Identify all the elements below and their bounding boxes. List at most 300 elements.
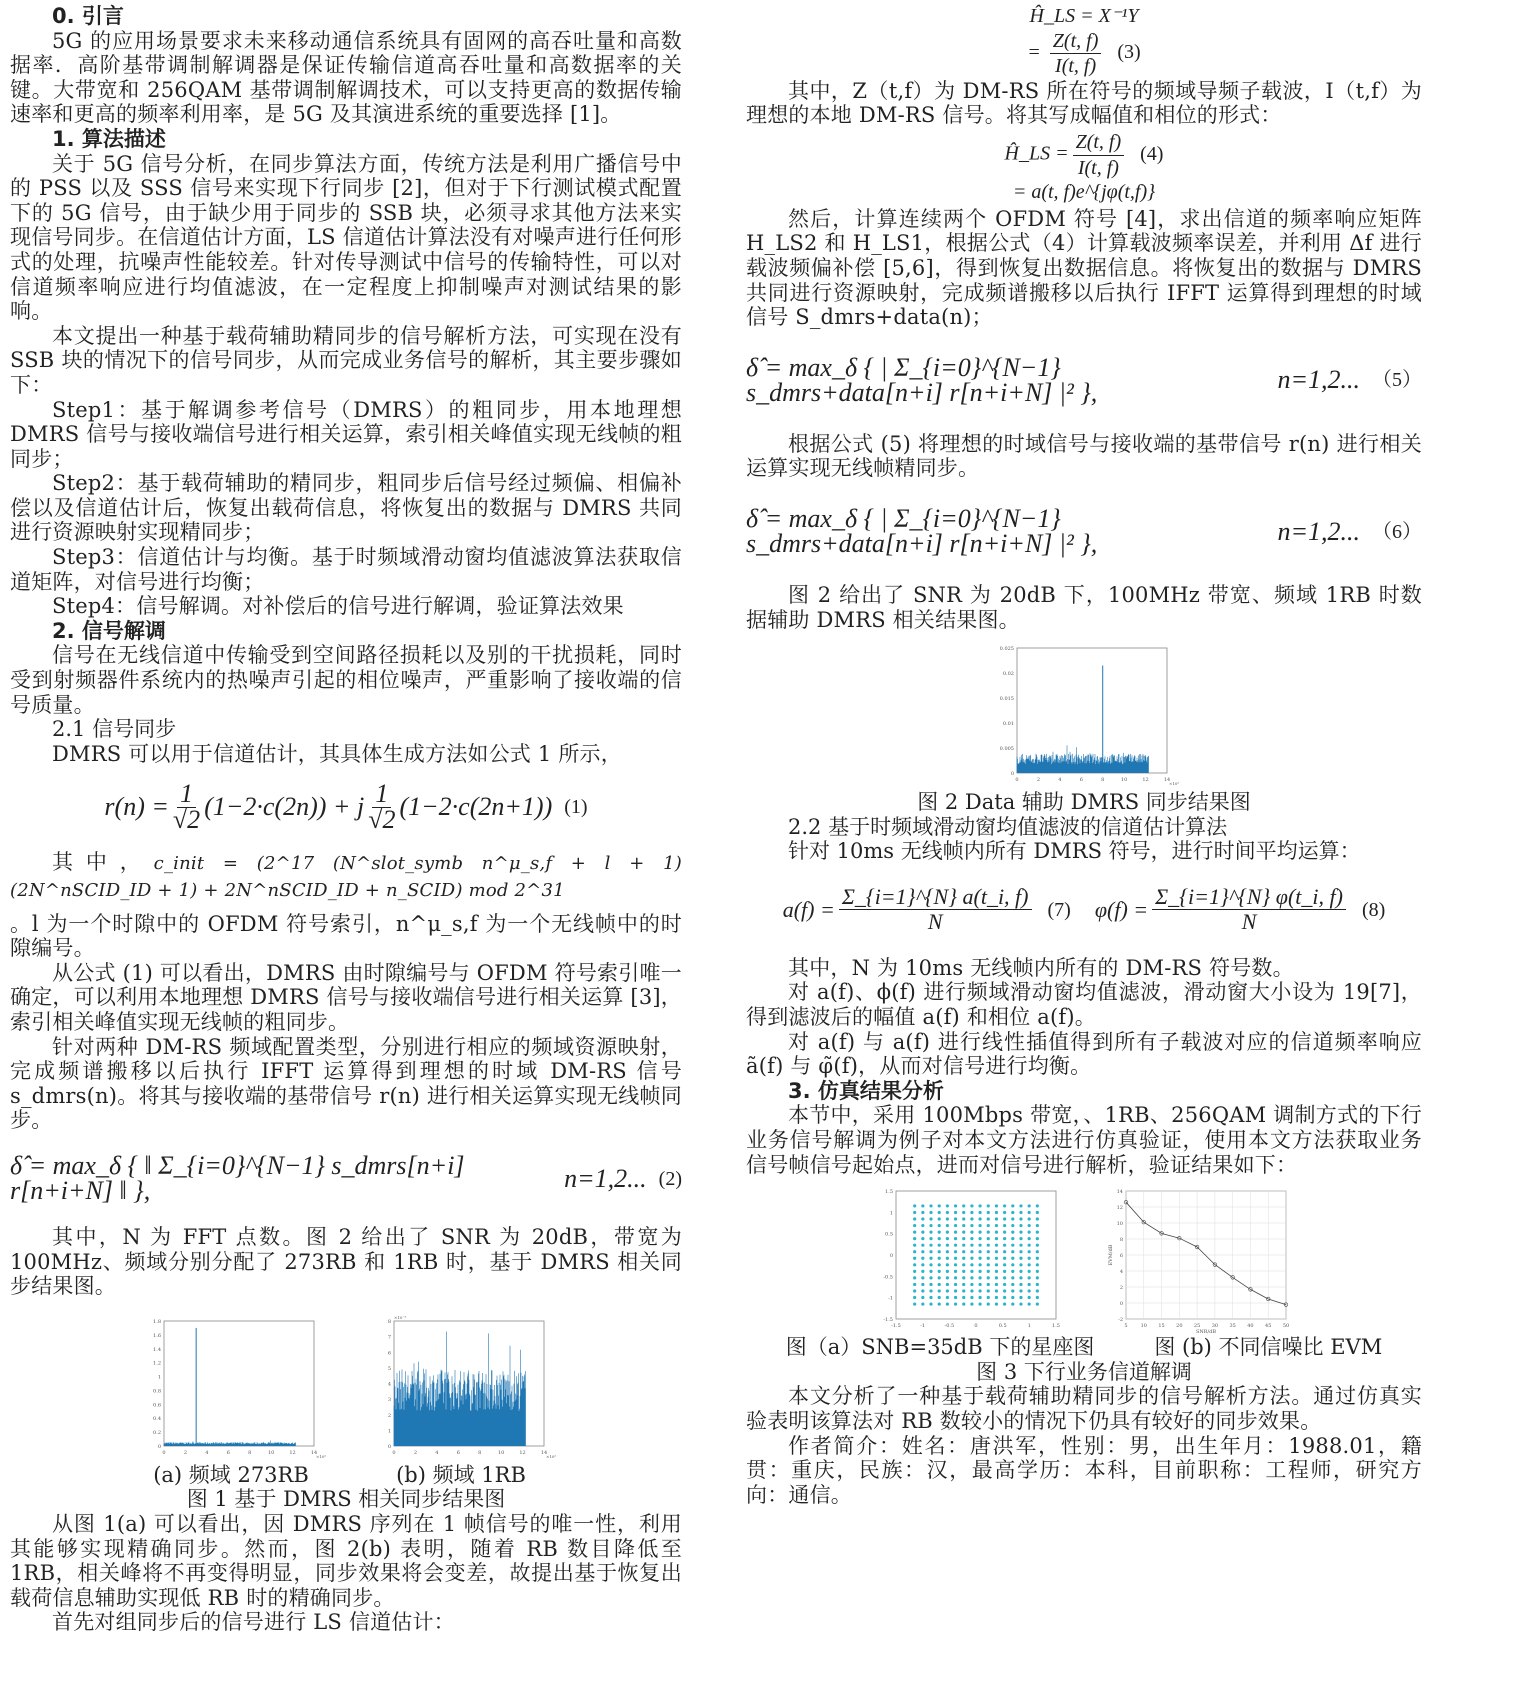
- equation-number: (3): [1117, 41, 1141, 64]
- eq3-denominator: I(t, f): [1055, 55, 1097, 78]
- constellation-point: [913, 1244, 916, 1247]
- constellation-point: [1028, 1218, 1031, 1221]
- constellation-point: [921, 1237, 924, 1240]
- eq8-lhs: φ(f) =: [1094, 896, 1149, 922]
- y-tick-label: 0.02: [1002, 671, 1014, 678]
- constellation-point: [1019, 1303, 1022, 1306]
- constellation-point: [938, 1277, 941, 1280]
- paragraph: 其中，N 为 FFT 点数。图 2 给出了 SNR 为 20dB，带宽为 100MHz、频域分别分配了 273RB 和 1RB 时，基于 DMRS 相关同步结果图。: [10, 1224, 682, 1299]
- figure-1a-label: (a) 频域 273RB: [153, 1462, 309, 1487]
- constellation-point: [1019, 1263, 1022, 1266]
- constellation-point: [978, 1270, 981, 1273]
- x-tick-label: 30: [1211, 1323, 1219, 1330]
- constellation-point: [962, 1296, 965, 1299]
- constellation-point: [954, 1263, 957, 1266]
- constellation-point: [1019, 1290, 1022, 1293]
- constellation-point: [962, 1237, 965, 1240]
- y-tick-label: 8: [1119, 1237, 1123, 1244]
- eq3-line1: Ĥ_LS = X⁻¹Y: [1029, 5, 1139, 27]
- eq2-body: δ̂ = max_δ { ‖ Σ_{i=0}^{N−1} s_dmrs[n+i] r[n+i+N] ‖ },: [10, 1151, 465, 1205]
- constellation-point: [921, 1283, 924, 1286]
- constellation-point: [1011, 1263, 1014, 1266]
- constellation-point: [1036, 1303, 1039, 1306]
- x-tick-label: 20: [1176, 1323, 1183, 1330]
- constellation-point: [938, 1211, 941, 1214]
- constellation-point: [995, 1277, 998, 1280]
- constellation-point: [913, 1263, 916, 1266]
- constellation-point: [938, 1296, 941, 1299]
- constellation-point: [1003, 1244, 1006, 1247]
- y-tick-label: 4: [1119, 1269, 1123, 1276]
- constellation-point: [946, 1211, 949, 1214]
- constellation-point: [1036, 1277, 1039, 1280]
- constellation-point: [970, 1205, 973, 1208]
- constellation-point: [962, 1270, 965, 1273]
- constellation-point: [1019, 1218, 1022, 1221]
- eq4-line2: = a(t, f)e^{jφ(t,f)}: [1012, 181, 1156, 204]
- constellation-point: [1028, 1231, 1031, 1234]
- constellation-point: [946, 1237, 949, 1240]
- constellation-point: [1003, 1277, 1006, 1280]
- constellation-point: [938, 1257, 941, 1260]
- x-exponent-label: ×10⁵: [546, 1453, 556, 1459]
- x-tick-label: 0: [162, 1449, 166, 1456]
- x-tick-label: 14: [540, 1449, 548, 1456]
- paragraph: 对 a(f)、ϕ(f) 进行频域滑动窗均值滤波，滑动窗大小设为 19[7]，得到滤波后的幅值 a(f) 和相位 a(f)。: [746, 980, 1422, 1030]
- constellation-point: [954, 1211, 957, 1214]
- section-heading-algorithm: 1. 算法描述: [52, 126, 166, 151]
- x-tick-label: -0.5: [944, 1323, 955, 1330]
- constellation-point: [995, 1231, 998, 1234]
- constellation-point: [938, 1218, 941, 1221]
- constellation-point: [929, 1263, 932, 1266]
- step-2: Step2：基于载荷辅助的精同步，粗同步后信号经过频偏、相偏补偿以及信道估计后，恢复出载荷信息，将恢复出的数据与 DMRS 共同进行资源映射实现精同步；: [10, 471, 682, 545]
- eq2-range: n=1,2...: [564, 1163, 647, 1193]
- y-tick-label: 0: [387, 1443, 391, 1450]
- constellation-point: [1011, 1250, 1014, 1253]
- constellation-point: [1036, 1250, 1039, 1253]
- constellation-point: [962, 1283, 965, 1286]
- x-tick-label: 25: [1193, 1323, 1201, 1330]
- plot-273rb: [136, 1313, 326, 1463]
- constellation-point: [929, 1250, 932, 1253]
- constellation-point: [913, 1303, 916, 1306]
- x-tick-label: 0: [1015, 777, 1019, 784]
- constellation-point: [995, 1257, 998, 1260]
- y-tick-label: 1.6: [153, 1332, 161, 1339]
- constellation-point: [978, 1231, 981, 1234]
- x-tick-label: 8: [248, 1449, 252, 1456]
- constellation-point: [921, 1290, 924, 1293]
- x-axis-label: SNR/dB: [1195, 1329, 1217, 1336]
- constellation-point: [1003, 1211, 1006, 1214]
- constellation-point: [995, 1218, 998, 1221]
- x-tick-label: 1.5: [1052, 1323, 1060, 1330]
- y-tick-label: 0.6: [153, 1402, 161, 1409]
- constellation-point: [978, 1290, 981, 1293]
- eq1-frac-den: √2: [172, 804, 201, 834]
- right-column: [746, 4, 1422, 1507]
- x-tick-label: 4: [435, 1449, 439, 1456]
- constellation-point: [954, 1257, 957, 1260]
- y-tick-label: 7: [387, 1334, 391, 1341]
- constellation-point: [929, 1290, 932, 1293]
- x-tick-label: 14: [1163, 777, 1171, 784]
- constellation-point: [987, 1303, 990, 1306]
- plot-constellation: [874, 1185, 1064, 1335]
- y-tick-label: 0.005: [999, 746, 1014, 753]
- paragraph: 首先对组同步后的信号进行 LS 信道估计：: [52, 1610, 455, 1635]
- constellation-point: [962, 1224, 965, 1227]
- x-tick-label: 6: [226, 1449, 230, 1456]
- constellation-point: [929, 1283, 932, 1286]
- constellation-point: [1003, 1231, 1006, 1234]
- y-tick-label: 1.2: [153, 1360, 161, 1367]
- constellation-point: [921, 1205, 924, 1208]
- constellation-point: [1003, 1257, 1006, 1260]
- step-1: Step1：基于解调参考信号（DMRS）的粗同步，用本地理想 DMRS 信号与接收端信号进行相关运算，索引相关峰值实现无线帧的粗同步；: [10, 397, 682, 471]
- constellation-point: [946, 1303, 949, 1306]
- constellation-point: [946, 1231, 949, 1234]
- constellation-point: [995, 1263, 998, 1266]
- y-tick-label: 0: [157, 1443, 161, 1450]
- constellation-point: [913, 1290, 916, 1293]
- equation-6: [746, 487, 1422, 577]
- eq7-lhs: a(f) =: [782, 896, 835, 922]
- y-tick-label: 5: [387, 1365, 391, 1372]
- equation-number: (2): [658, 1167, 682, 1190]
- constellation-point: [913, 1283, 916, 1286]
- paragraph: 根据公式 (5) 将理想的时域信号与接收端的基带信号 r(n) 进行相关运算实现无线帧精同步。: [746, 431, 1422, 481]
- figure-3-caption: 图 3 下行业务信道解调: [976, 1359, 1192, 1384]
- figure-1b-label: (b) 频域 1RB: [396, 1462, 526, 1487]
- constellation-point: [978, 1224, 981, 1227]
- constellation-point: [921, 1250, 924, 1253]
- step-3: Step3：信道估计与均衡。基于时频域滑动窗均值滤波算法获取信道矩阵，对信号进行均衡；: [10, 545, 682, 594]
- x-tick-label: 6: [1079, 777, 1083, 784]
- constellation-point: [938, 1224, 941, 1227]
- constellation-point: [929, 1237, 932, 1240]
- constellation-point: [938, 1244, 941, 1247]
- constellation-point: [946, 1290, 949, 1293]
- y-tick-label: 1: [889, 1210, 893, 1217]
- constellation-point: [1036, 1296, 1039, 1299]
- constellation-point: [987, 1205, 990, 1208]
- eq1-frac-den: √2: [368, 804, 396, 834]
- eq8-denominator: N: [1241, 909, 1257, 935]
- constellation-point: [921, 1231, 924, 1234]
- equation-number: (7): [1047, 898, 1071, 921]
- eq6-range: n=1,2...: [1277, 516, 1360, 546]
- constellation-point: [978, 1303, 981, 1306]
- constellation-point: [954, 1224, 957, 1227]
- constellation-point: [1036, 1257, 1039, 1260]
- equation-number: （5）: [1372, 369, 1422, 392]
- constellation-point: [978, 1277, 981, 1280]
- constellation-point: [978, 1211, 981, 1214]
- equation-7-8: [746, 870, 1422, 950]
- constellation-point: [954, 1283, 957, 1286]
- constellation-point: [913, 1205, 916, 1208]
- plot-frame: [1017, 648, 1167, 773]
- noise-bars: [164, 1440, 296, 1445]
- constellation-point: [946, 1277, 949, 1280]
- constellation-point: [913, 1270, 916, 1273]
- constellation-point: [954, 1250, 957, 1253]
- constellation-point: [954, 1303, 957, 1306]
- constellation-point: [995, 1211, 998, 1214]
- constellation-point: [962, 1218, 965, 1221]
- x-tick-label: 35: [1229, 1323, 1236, 1330]
- constellation-point: [970, 1224, 973, 1227]
- x-tick-label: 8: [478, 1449, 482, 1456]
- constellation-point: [970, 1257, 973, 1260]
- constellation-point: [1028, 1237, 1031, 1240]
- constellation-point: [1028, 1205, 1031, 1208]
- plot-evm: [1104, 1185, 1294, 1335]
- y-tick-label: 2: [387, 1412, 391, 1419]
- constellation-point: [995, 1205, 998, 1208]
- section-heading-simulation: 3. 仿真结果分析: [788, 1078, 944, 1103]
- x-tick-label: 45: [1265, 1323, 1272, 1330]
- constellation-point: [1028, 1296, 1031, 1299]
- constellation-point: [1036, 1290, 1039, 1293]
- constellation-point: [938, 1263, 941, 1266]
- constellation-point: [1011, 1303, 1014, 1306]
- constellation-point: [1028, 1211, 1031, 1214]
- subsection-heading-channel-estimation: 2.2 基于时频域滑动窗均值滤波的信道估计算法: [788, 814, 1228, 839]
- constellation-point: [1019, 1250, 1022, 1253]
- constellation-point: [962, 1250, 965, 1253]
- constellation-point: [995, 1283, 998, 1286]
- constellation-point: [1019, 1244, 1022, 1247]
- figure-1a: [136, 1313, 326, 1488]
- constellation-point: [978, 1205, 981, 1208]
- paragraph: 信号在无线信道中传输受到空间路径损耗以及别的干扰损耗，同时受到射频器件系统内的热噪声引起的相位噪声，严重影响了接收端的信号质量。: [10, 643, 682, 717]
- y-tick-label: 0.01: [1002, 721, 1014, 728]
- y-tick-label: 6: [387, 1349, 391, 1356]
- constellation-point: [970, 1250, 973, 1253]
- constellation-point: [978, 1250, 981, 1253]
- constellation-point: [913, 1296, 916, 1299]
- eq1-term-b: (1−2·c(2n+1)): [399, 792, 553, 822]
- y-tick-label: 4: [387, 1381, 391, 1388]
- constellation-point: [1036, 1218, 1039, 1221]
- constellation-point: [962, 1211, 965, 1214]
- constellation-point: [954, 1231, 957, 1234]
- constellation-point: [1019, 1211, 1022, 1214]
- constellation-point: [929, 1303, 932, 1306]
- constellation-point: [987, 1237, 990, 1240]
- constellation-point: [1019, 1237, 1022, 1240]
- constellation-point: [1011, 1218, 1014, 1221]
- constellation-point: [1019, 1277, 1022, 1280]
- constellation-point: [1011, 1257, 1014, 1260]
- constellation-point: [1028, 1257, 1031, 1260]
- constellation-point: [1003, 1250, 1006, 1253]
- constellation-point: [1036, 1237, 1039, 1240]
- constellation-point: [1003, 1218, 1006, 1221]
- x-tick-label: -1: [920, 1323, 926, 1330]
- constellation-point: [987, 1263, 990, 1266]
- constellation-point: [946, 1250, 949, 1253]
- y-tick-label: 1.8: [153, 1318, 161, 1325]
- constellation-point: [913, 1224, 916, 1227]
- x-tick-label: 40: [1247, 1323, 1254, 1330]
- plot-data-aided-dmrs: [989, 640, 1179, 790]
- constellation-point: [978, 1296, 981, 1299]
- constellation-point: [921, 1263, 924, 1266]
- constellation-point: [921, 1218, 924, 1221]
- constellation-point: [1003, 1296, 1006, 1299]
- y-tick-label: 1: [387, 1428, 391, 1435]
- x-exponent-label: ×10⁵: [1169, 781, 1179, 787]
- equation-3: Ĥ_LS = X⁻¹Y = $\frac{Z(t, f)}{I(t, f)}$ (3): [1027, 5, 1141, 78]
- figure-3: [746, 1185, 1422, 1335]
- x-tick-label: 4: [1058, 777, 1062, 784]
- x-tick-label: 8: [1101, 777, 1105, 784]
- y-tick-label: 0.015: [999, 696, 1014, 703]
- constellation-point: [938, 1290, 941, 1293]
- constellation-point: [987, 1231, 990, 1234]
- constellation-point: [946, 1270, 949, 1273]
- constellation-point: [970, 1303, 973, 1306]
- constellation-point: [929, 1205, 932, 1208]
- constellation-point: [1028, 1244, 1031, 1247]
- constellation-point: [987, 1277, 990, 1280]
- x-exponent-label: ×10⁵: [316, 1453, 326, 1459]
- eq4-numerator: Z(t, f): [1073, 130, 1125, 156]
- y-tick-label: 0.8: [153, 1388, 161, 1395]
- equation-number: (1): [564, 796, 588, 819]
- constellation-point: [954, 1296, 957, 1299]
- constellation-point: [946, 1205, 949, 1208]
- y-tick-label: -1.5: [883, 1317, 893, 1324]
- constellation-point: [962, 1303, 965, 1306]
- constellation-point: [970, 1237, 973, 1240]
- constellation-point: [921, 1257, 924, 1260]
- constellation-point: [946, 1218, 949, 1221]
- constellation-point: [929, 1231, 932, 1234]
- x-tick-label: 10: [1120, 777, 1128, 784]
- cinit-prefix: 其中，: [52, 850, 154, 875]
- constellation-point: [946, 1244, 949, 1247]
- paragraph: 关于 5G 信号分析，在同步算法方面，传统方法是利用广播信号中的 PSS 以及 SSS 信号来实现下行同步 [2]，但对于下行测试模式配置下的 5G 信号，由于缺少用于同步的 SSB 块，必须寻求其他方法来实现信号同步。在信道估计方面，LS 信道估计算法没有对噪声进行任何形式的处理，抗噪声性能较差。针对传导测试中信号的传输特性，可以对信道频率响应进行均值滤波，在一定程度上抑制噪声对测试结果的影响。: [10, 151, 682, 324]
- constellation-point: [962, 1290, 965, 1293]
- constellation-point: [995, 1296, 998, 1299]
- section-heading-demodulation: 2. 信号解调: [52, 618, 166, 643]
- paragraph: 本文分析了一种基于载荷辅助精同步的信号解析方法。通过仿真实验表明该算法对 RB 数较小的情况下仍具有较好的同步效果。: [746, 1384, 1422, 1433]
- constellation-point: [1011, 1205, 1014, 1208]
- eq5-body: δ̂ = max_δ { | Σ_{i=0}^{N−1} s_dmrs+data[n+i] r[n+i+N] |² },: [746, 353, 1098, 407]
- constellation-point: [929, 1257, 932, 1260]
- subsection-heading-sync: 2.1 信号同步: [52, 717, 177, 742]
- figure-2: [746, 640, 1422, 790]
- x-tick-label: 12: [1142, 777, 1149, 784]
- y-tick-label: 14: [1116, 1189, 1123, 1196]
- eq4-denominator: I(t, f): [1077, 156, 1119, 179]
- y-tick-label: 0.025: [999, 646, 1014, 653]
- x-tick-label: 2: [413, 1449, 418, 1456]
- constellation-point: [929, 1224, 932, 1227]
- x-tick-label: 50: [1282, 1323, 1290, 1330]
- x-tick-label: 10: [1140, 1323, 1147, 1330]
- eq1-frac-num: 1: [372, 782, 391, 808]
- constellation-point: [946, 1257, 949, 1260]
- constellation-point: [954, 1277, 957, 1280]
- noise-bars: [1017, 746, 1149, 773]
- figure-3a-label: 图（a）SNB=35dB 下的星座图: [785, 1335, 1095, 1360]
- x-tick-label: 10: [267, 1449, 275, 1456]
- paragraph: 本节中，采用 100Mbps 带宽，、1RB、256QAM 调制方式的下行业务信号解调为例子对本文方法进行仿真验证，使用本文方法获取业务信号帧信号起始点，进而对信号进行解析，验证结果如下：: [746, 1103, 1422, 1177]
- constellation-point: [1036, 1224, 1039, 1227]
- constellation-point: [913, 1277, 916, 1280]
- paragraph: 。l 为一个时隙中的 OFDM 符号索引，n^μ_s,f 为一个无线帧中的时隙编号。: [10, 911, 682, 961]
- evm-line: [1126, 1202, 1286, 1304]
- paragraph: 然后，计算连续两个 OFDM 符号 [4]，求出信道的频率响应矩阵 H_LS2 和 H_LS1，根据公式（4）计算载波频率误差，并利用 Δf 进行载波频偏补偿 [5,6]，得到恢复出数据信息。将恢复出的数据与 DMRS 共同进行资源映射，完成频谱搬移以后执行 IFFT 运算得到理想的时域信号 S_dmrs+data(n)；: [746, 206, 1422, 330]
- constellation-point: [954, 1290, 957, 1293]
- constellation-point: [1011, 1283, 1014, 1286]
- constellation-point: [913, 1211, 916, 1214]
- constellation-point: [921, 1296, 924, 1299]
- x-tick-label: 0.5: [998, 1323, 1007, 1330]
- y-tick-label: -2: [1118, 1317, 1123, 1324]
- constellation-point: [1011, 1224, 1014, 1227]
- constellation-point: [1028, 1303, 1031, 1306]
- constellation-point: [970, 1231, 973, 1234]
- constellation-point: [978, 1263, 981, 1266]
- y-tick-label: 12: [1116, 1205, 1123, 1212]
- cinit-line: [10, 850, 682, 903]
- eq6-body: δ̂ = max_δ { | Σ_{i=0}^{N−1} s_dmrs+data[n+i] r[n+i+N] |² },: [746, 504, 1098, 558]
- paragraph: 本文提出一种基于载荷辅助精同步的信号解析方法，可实现在没有 SSB 块的情况下的信号同步，从而完成业务信号的解析，其主要步骤如下：: [10, 323, 682, 397]
- constellation-point: [987, 1290, 990, 1293]
- constellation-point: [970, 1211, 973, 1214]
- y-tick-label: 0: [1010, 771, 1014, 778]
- constellation-point: [938, 1231, 941, 1234]
- constellation-point: [921, 1303, 924, 1306]
- plot-1rb: [366, 1313, 556, 1463]
- constellation-point: [1028, 1263, 1031, 1266]
- paragraph: 5G 的应用场景要求未来移动通信系统具有固网的高吞吐量和高数据率．高阶基带调制解调器是保证传输信道高吞吐量和高数据率的关键。大带宽和 256QAM 基带调制解调技术，可以支持更高的数据传输速率和更高的频率利用率，是 5G 及其演进系统的重要选择 [1]。: [10, 28, 682, 127]
- constellation-point: [1011, 1277, 1014, 1280]
- constellation-point: [938, 1283, 941, 1286]
- constellation-point: [1011, 1231, 1014, 1234]
- constellation-point: [1011, 1237, 1014, 1240]
- constellation-point: [1036, 1270, 1039, 1273]
- constellation-point: [946, 1296, 949, 1299]
- plot-frame: [164, 1321, 314, 1446]
- constellation-point: [1019, 1283, 1022, 1286]
- y-tick-label: 0: [1119, 1301, 1123, 1308]
- constellation-point: [913, 1237, 916, 1240]
- x-tick-label: 2: [1036, 777, 1041, 784]
- constellation-point: [1019, 1270, 1022, 1273]
- equation-5: [746, 336, 1422, 426]
- constellation-point: [1003, 1263, 1006, 1266]
- constellation-point: [913, 1231, 916, 1234]
- constellation-point: [962, 1257, 965, 1260]
- eq7-numerator: Σ_{i=1}^{N} a(t_i, f): [839, 885, 1032, 911]
- y-tick-label: 0.2: [153, 1429, 161, 1436]
- constellation-point: [978, 1244, 981, 1247]
- y-tick-label: 0: [889, 1253, 893, 1260]
- constellation-point: [1011, 1290, 1014, 1293]
- noise-bars: [394, 1331, 526, 1445]
- constellation-point: [987, 1211, 990, 1214]
- constellation-point: [987, 1257, 990, 1260]
- y-tick-label: -1: [888, 1295, 893, 1302]
